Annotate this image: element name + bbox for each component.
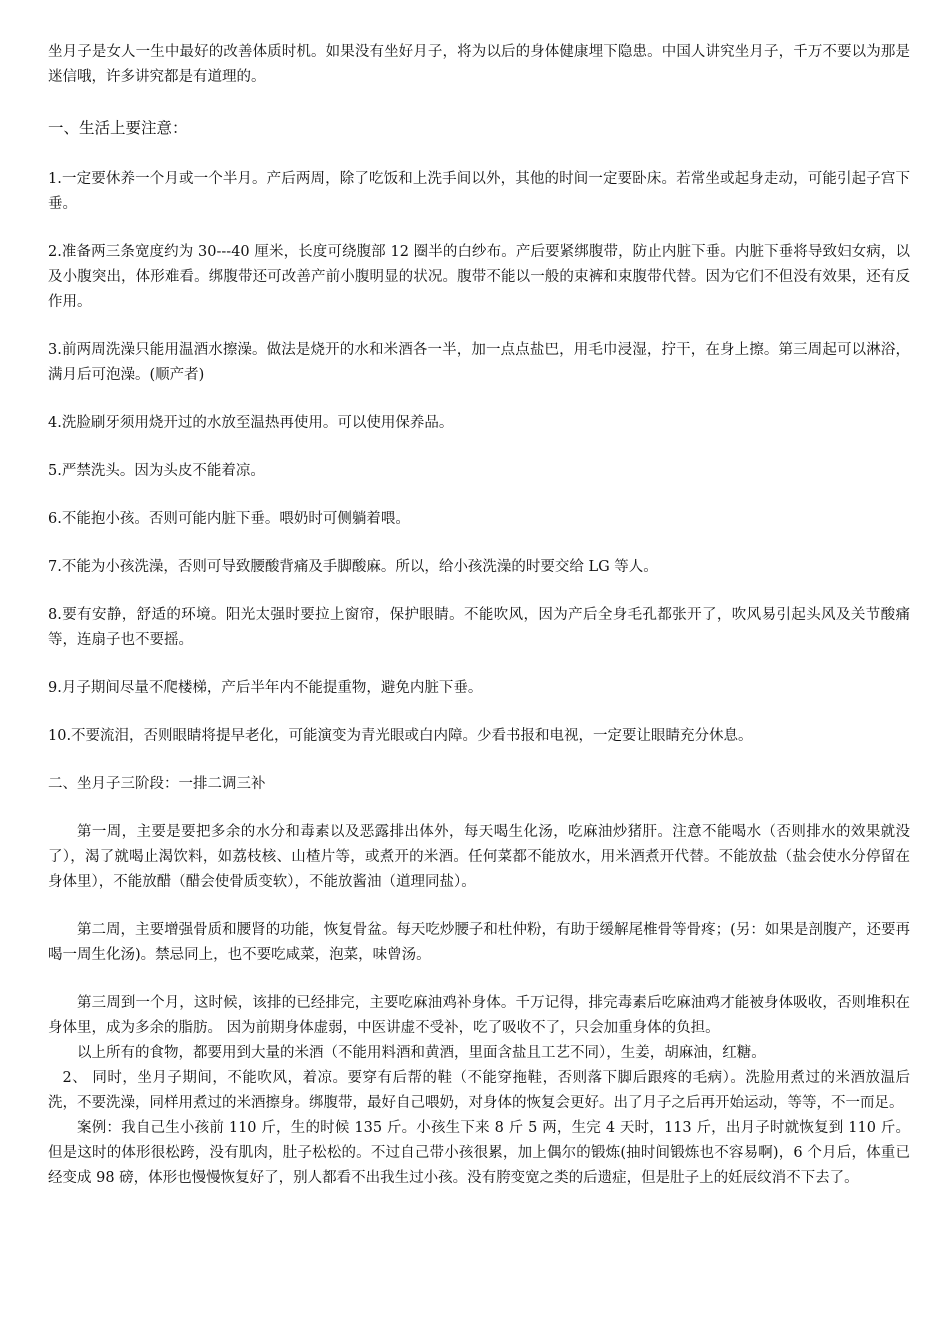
point-2-paragraph: 2、 同时，坐月子期间，不能吹风，着凉。要穿有后帮的鞋（不能穿拖鞋，否则落下脚后跟疼的毛病）。洗脸用煮过的米酒放温后洗，不要洗澡，同样用煮过的米酒擦身。绑腹带，最好自己喂奶，对身体的恢复会更好。出了月子之后再开始运动，等等，不一而足。 [48, 1070, 910, 1111]
section-1-item-3: 3.前两周洗澡只能用温酒水擦澡。做法是烧开的水和米酒各一半，加一点点盐巴，用毛巾浸湿，拧干，在身上擦。第三周起可以淋浴，满月后可泡澡。(顺产者) [48, 342, 910, 383]
case-paragraph: 案例：我自己生小孩前 110 斤，生的时候 135 斤。小孩生下来 8 斤 5 两，生完 4 天时，113 斤，出月子时就恢复到 110 斤。但是这时的体形很松跨，没有肌肉，肚子松松的。不过自己带小孩很累，加上偶尔的锻炼(抽时间锻炼也不容易啊)，6 个月后，体重已经变成 98 磅，体形也慢慢恢复好了，别人都看不出我生过小孩。没有胯变宽之类的后遗症，但是肚子上的妊辰纹消不下去了。 [48, 1120, 910, 1186]
section-1-item-6: 6.不能抱小孩。否则可能内脏下垂。喂奶时可侧躺着喂。 [48, 511, 410, 527]
section-1-item-8: 8.要有安静，舒适的环境。阳光太强时要拉上窗帘，保护眼睛。不能吹风，因为产后全身毛孔都张开了，吹风易引起头风及关节酸痛等，连扇子也不要摇。 [48, 607, 910, 648]
section-1-item-7: 7.不能为小孩洗澡，否则可导致腰酸背痛及手脚酸麻。所以，给小孩洗澡的时要交给 LG 等人。 [48, 559, 658, 575]
section-1-item-9: 9.月子期间尽量不爬楼梯，产后半年内不能提重物，避免内脏下垂。 [48, 680, 483, 696]
intro-paragraph: 坐月子是女人一生中最好的改善体质时机。如果没有坐好月子，将为以后的身体健康埋下隐患。中国人讲究坐月子，千万不要以为那是迷信哦，许多讲究都是有道理的。 [48, 44, 910, 85]
document-page [48, 40, 910, 1191]
week-1-paragraph: 第一周，主要是要把多余的水分和毒素以及恶露排出体外，每天喝生化汤，吃麻油炒猪肝。注意不能喝水（否则排水的效果就没了），渴了就喝止渴饮料，如荔枝核、山楂片等，或煮开的米酒。任何菜都不能放水，用米酒煮开代替。不能放盐（盐会使水分停留在身体里），不能放醋（醋会使骨质变软），不能放酱油（道理同盐）。 [48, 824, 910, 890]
section-1-heading: 一、生活上要注意： [48, 119, 188, 137]
food-note-paragraph: 以上所有的食物，都要用到大量的米酒（不能用料酒和黄酒，里面含盐且工艺不同），生姜，胡麻油，红糖。 [77, 1045, 766, 1061]
week-2-paragraph: 第二周，主要增强骨质和腰肾的功能，恢复骨盆。每天吃炒腰子和杜仲粉，有助于缓解尾椎骨等骨疼；(另：如果是剖腹产，还要再喝一周生化汤)。禁忌同上，也不要吃咸菜，泡菜，味曾汤。 [48, 922, 910, 963]
section-1-item-5: 5.严禁洗头。因为头皮不能着凉。 [48, 463, 265, 479]
section-1-item-4: 4.洗脸刷牙须用烧开过的水放至温热再使用。可以使用保养品。 [48, 415, 454, 431]
section-1-item-1: 1.一定要休养一个月或一个半月。产后两周，除了吃饭和上洗手间以外，其他的时间一定要卧床。若常坐或起身走动，可能引起子宫下垂。 [48, 171, 910, 212]
section-1-item-2: 2.准备两三条宽度约为 30---40 厘米，长度可绕腹部 12 圈半的白纱布。产后要紧绑腹带，防止内脏下垂。内脏下垂将导致妇女病，以及小腹突出，体形难看。绑腹带还可改善产前小腹明显的状况。腹带不能以一般的束裤和束腹带代替。因为它们不但没有效果，还有反作用。 [48, 244, 910, 310]
week-3-paragraph: 第三周到一个月，这时候，该排的已经排完，主要吃麻油鸡补身体。千万记得，排完毒素后吃麻油鸡才能被身体吸收，否则堆积在身体里，成为多余的脂肪。 因为前期身体虚弱，中医讲虚不受补，吃了吸收不了，只会加重身体的负担。 [48, 995, 910, 1036]
section-2-heading: 二、坐月子三阶段：一排二调三补 [48, 776, 266, 792]
section-1-item-10: 10.不要流泪，否则眼睛将提早老化，可能演变为青光眼或白内障。少看书报和电视，一定要让眼睛充分休息。 [48, 728, 753, 744]
